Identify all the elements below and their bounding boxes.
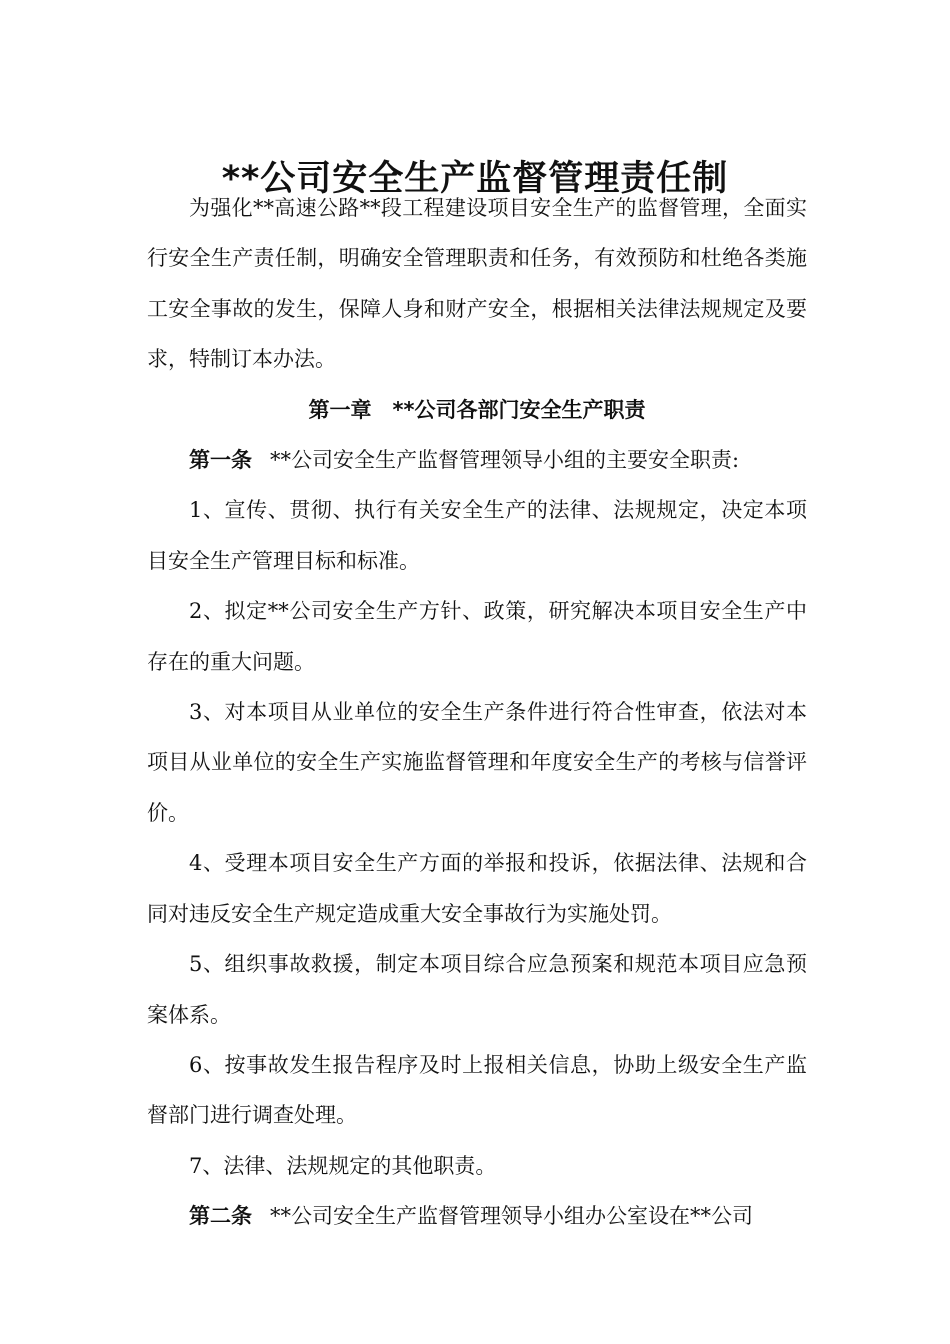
list-item: 3、对本项目从业单位的安全生产条件进行符合性审查，依法对本项目从业单位的安全生产实施监督管理和年度安全生产的考核与信誉评价。 (147, 700, 807, 825)
list-item: 6、按事故发生报告程序及时上报相关信息，协助上级安全生产监督部门进行调查处理。 (147, 1052, 807, 1128)
list-item: 1、宣传、贯彻、执行有关安全生产的法律、法规规定，决定本项目安全生产管理目标和标准。 (147, 498, 807, 573)
article-2-text: **公司安全生产监督管理领导小组办公室设在**公司 (270, 1204, 753, 1229)
intro-paragraph: 为强化**高速公路**段工程建设项目安全生产的监督管理，全面实行安全生产责任制，明确安全管理职责和任务，有效预防和杜绝各类施工安全事故的发生，保障人身和财产安全，根据相关法律法规规定及要求，特制订本办法。 (147, 196, 807, 372)
list-item: 2、拟定**公司安全生产方针、政策，研究解决本项目安全生产中存在的重大问题。 (147, 599, 807, 674)
list-item: 5、组织事故救援，制定本项目综合应急预案和规范本项目应急预案体系。 (147, 952, 807, 1027)
document-body (147, 183, 807, 1242)
article-1-label: 第一条 (189, 448, 252, 473)
article-1-text: **公司安全生产监督管理领导小组的主要安全职责: (270, 448, 740, 473)
list-item: 7、法律、法规规定的其他职责。 (189, 1153, 497, 1178)
article-2-label: 第二条 (189, 1204, 252, 1229)
document-title: **公司安全生产监督管理责任制 (221, 159, 729, 200)
article-1 (147, 435, 807, 485)
article-2 (147, 1191, 807, 1241)
list-item: 4、受理本项目安全生产方面的举报和投诉，依据法律、法规和合同对违反安全生产规定造成重大安全事故行为实施处罚。 (147, 851, 807, 926)
chapter-heading: 第一章 **公司各部门安全生产职责 (308, 397, 646, 422)
